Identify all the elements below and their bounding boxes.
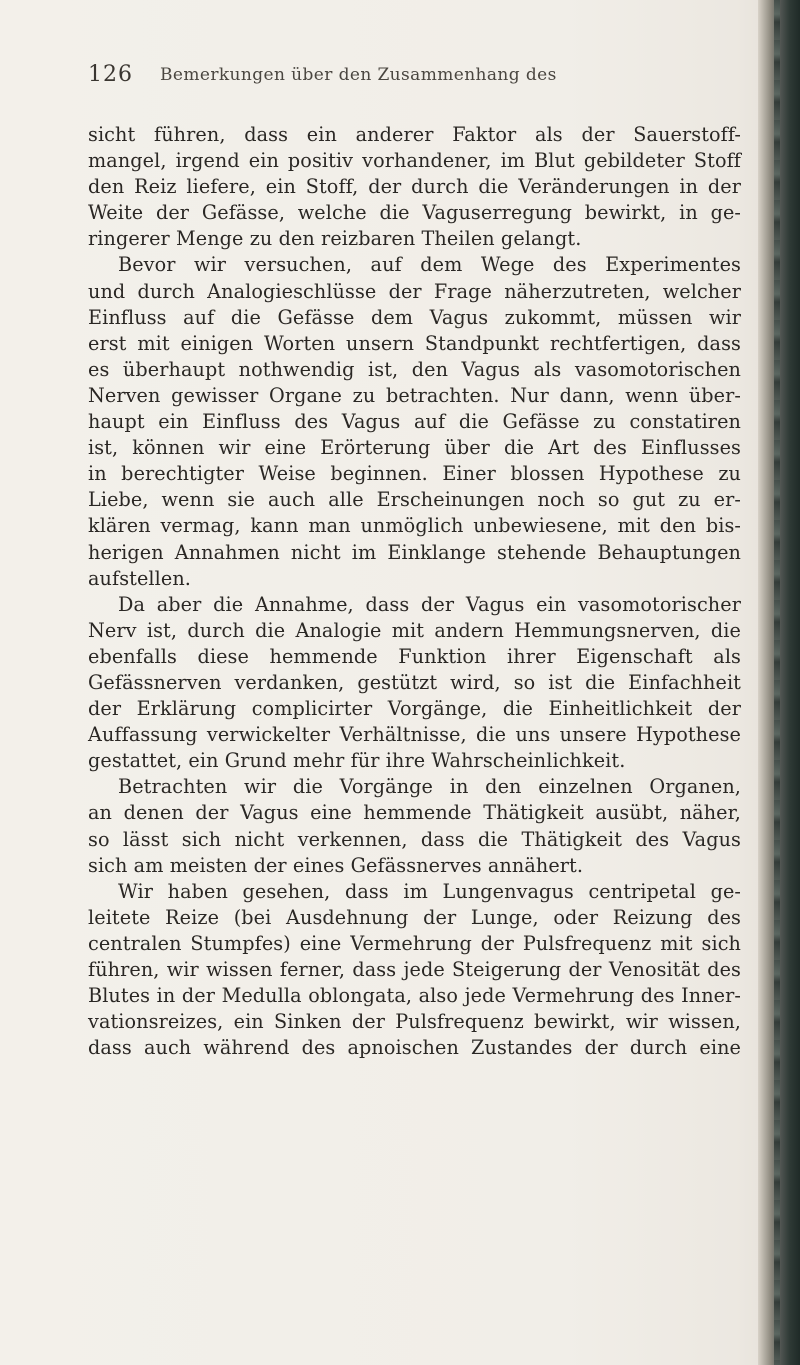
text-line: gestattet, ein Grund mehr für ihre Wahrscheinlichkeit. <box>88 749 626 773</box>
text-line: centralen Stumpfes) eine Vermehrung der Pulsfrequenz mit sich <box>88 931 741 955</box>
text-line: herigen Annahmen nicht im Einklange stehende Behauptungen <box>88 540 741 564</box>
body-text <box>88 122 741 1061</box>
running-head: Bemerkungen über den Zusammenhang des <box>160 65 557 85</box>
text-line: und durch Analogieschlüsse der Frage näherzutreten, welcher <box>88 279 741 303</box>
text-line: so lässt sich nicht verkennen, dass die Thätigkeit des Vagus <box>88 827 741 851</box>
text-line: Betrachten wir die Vorgänge in den einzelnen Organen, <box>118 775 741 799</box>
text-line: der Erklärung complicirter Vorgänge, die Einheitlichkeit der <box>88 697 741 721</box>
text-line: Da aber die Annahme, dass der Vagus ein vasomotorischer <box>118 592 741 616</box>
text-line: in berechtigter Weise beginnen. Einer blossen Hypothese zu <box>88 462 741 486</box>
text-line: Nerv ist, durch die Analogie mit andern Hemmungsnerven, die <box>88 618 741 642</box>
text-line: vationsreizes, ein Sinken der Pulsfrequenz bewirkt, wir wissen, <box>88 1010 741 1034</box>
text-line: Gefässnerven verdanken, gestützt wird, so ist die Einfachheit <box>88 670 741 694</box>
text-line: den Reiz liefere, ein Stoff, der durch die Veränderungen in der <box>88 175 741 199</box>
text-line: Nerven gewisser Organe zu betrachten. Nur dann, wenn über- <box>88 383 741 407</box>
text-line: sich am meisten der eines Gefässnerves annähert. <box>88 853 584 877</box>
page-header <box>88 62 648 102</box>
text-line: Bevor wir versuchen, auf dem Wege des Experimentes <box>118 253 741 277</box>
text-line: erst mit einigen Worten unsern Standpunkt rechtfertigen, dass <box>88 331 741 355</box>
text-line: Liebe, wenn sie auch alle Erscheinungen noch so gut zu er- <box>88 488 741 512</box>
text-line: dass auch während des apnoischen Zustandes der durch eine <box>88 1036 741 1060</box>
text-line: an denen der Vagus eine hemmende Thätigkeit ausübt, näher, <box>88 801 741 825</box>
page-number: 126 <box>88 62 133 87</box>
text-line: Auffassung verwickelter Verhältnisse, die uns unsere Hypothese <box>88 723 741 747</box>
text-line: ist, können wir eine Erörterung über die Art des Einflusses <box>88 436 741 460</box>
text-line: führen, wir wissen ferner, dass jede Steigerung der Venosität des <box>88 958 741 981</box>
text-line: Blutes in der Medulla oblongata, also jede Vermehrung des Inner- <box>88 984 741 1008</box>
text-line: haupt ein Einfluss des Vagus auf die Gefässe zu constatiren <box>88 410 741 434</box>
text-line: ebenfalls diese hemmende Funktion ihrer Eigenschaft als <box>88 644 741 668</box>
text-line: es überhaupt nothwendig ist, den Vagus als vasomotorischen <box>88 357 741 381</box>
text-line: Weite der Gefässe, welche die Vaguserregung bewirkt, in ge- <box>88 201 741 225</box>
text-line: Einfluss auf die Gefässe dem Vagus zukommt, müssen wir <box>88 305 741 329</box>
binding-stripe <box>774 0 780 1365</box>
text-line: ringerer Menge zu den reizbaren Theilen gelangt. <box>88 227 582 251</box>
text-line: aufstellen. <box>88 566 191 590</box>
text-line: Wir haben gesehen, dass im Lungenvagus centripetal ge- <box>118 879 741 903</box>
text-line: klären vermag, kann man unmöglich unbewiesene, mit den bis- <box>88 514 741 538</box>
text-line: mangel, irgend ein positiv vorhandener, im Blut gebildeter Stoff <box>88 149 741 173</box>
text-line: leitete Reize (bei Ausdehnung der Lunge, oder Reizung des <box>88 905 741 929</box>
text-line: sicht führen, dass ein anderer Faktor als der Sauerstoff- <box>88 123 741 146</box>
